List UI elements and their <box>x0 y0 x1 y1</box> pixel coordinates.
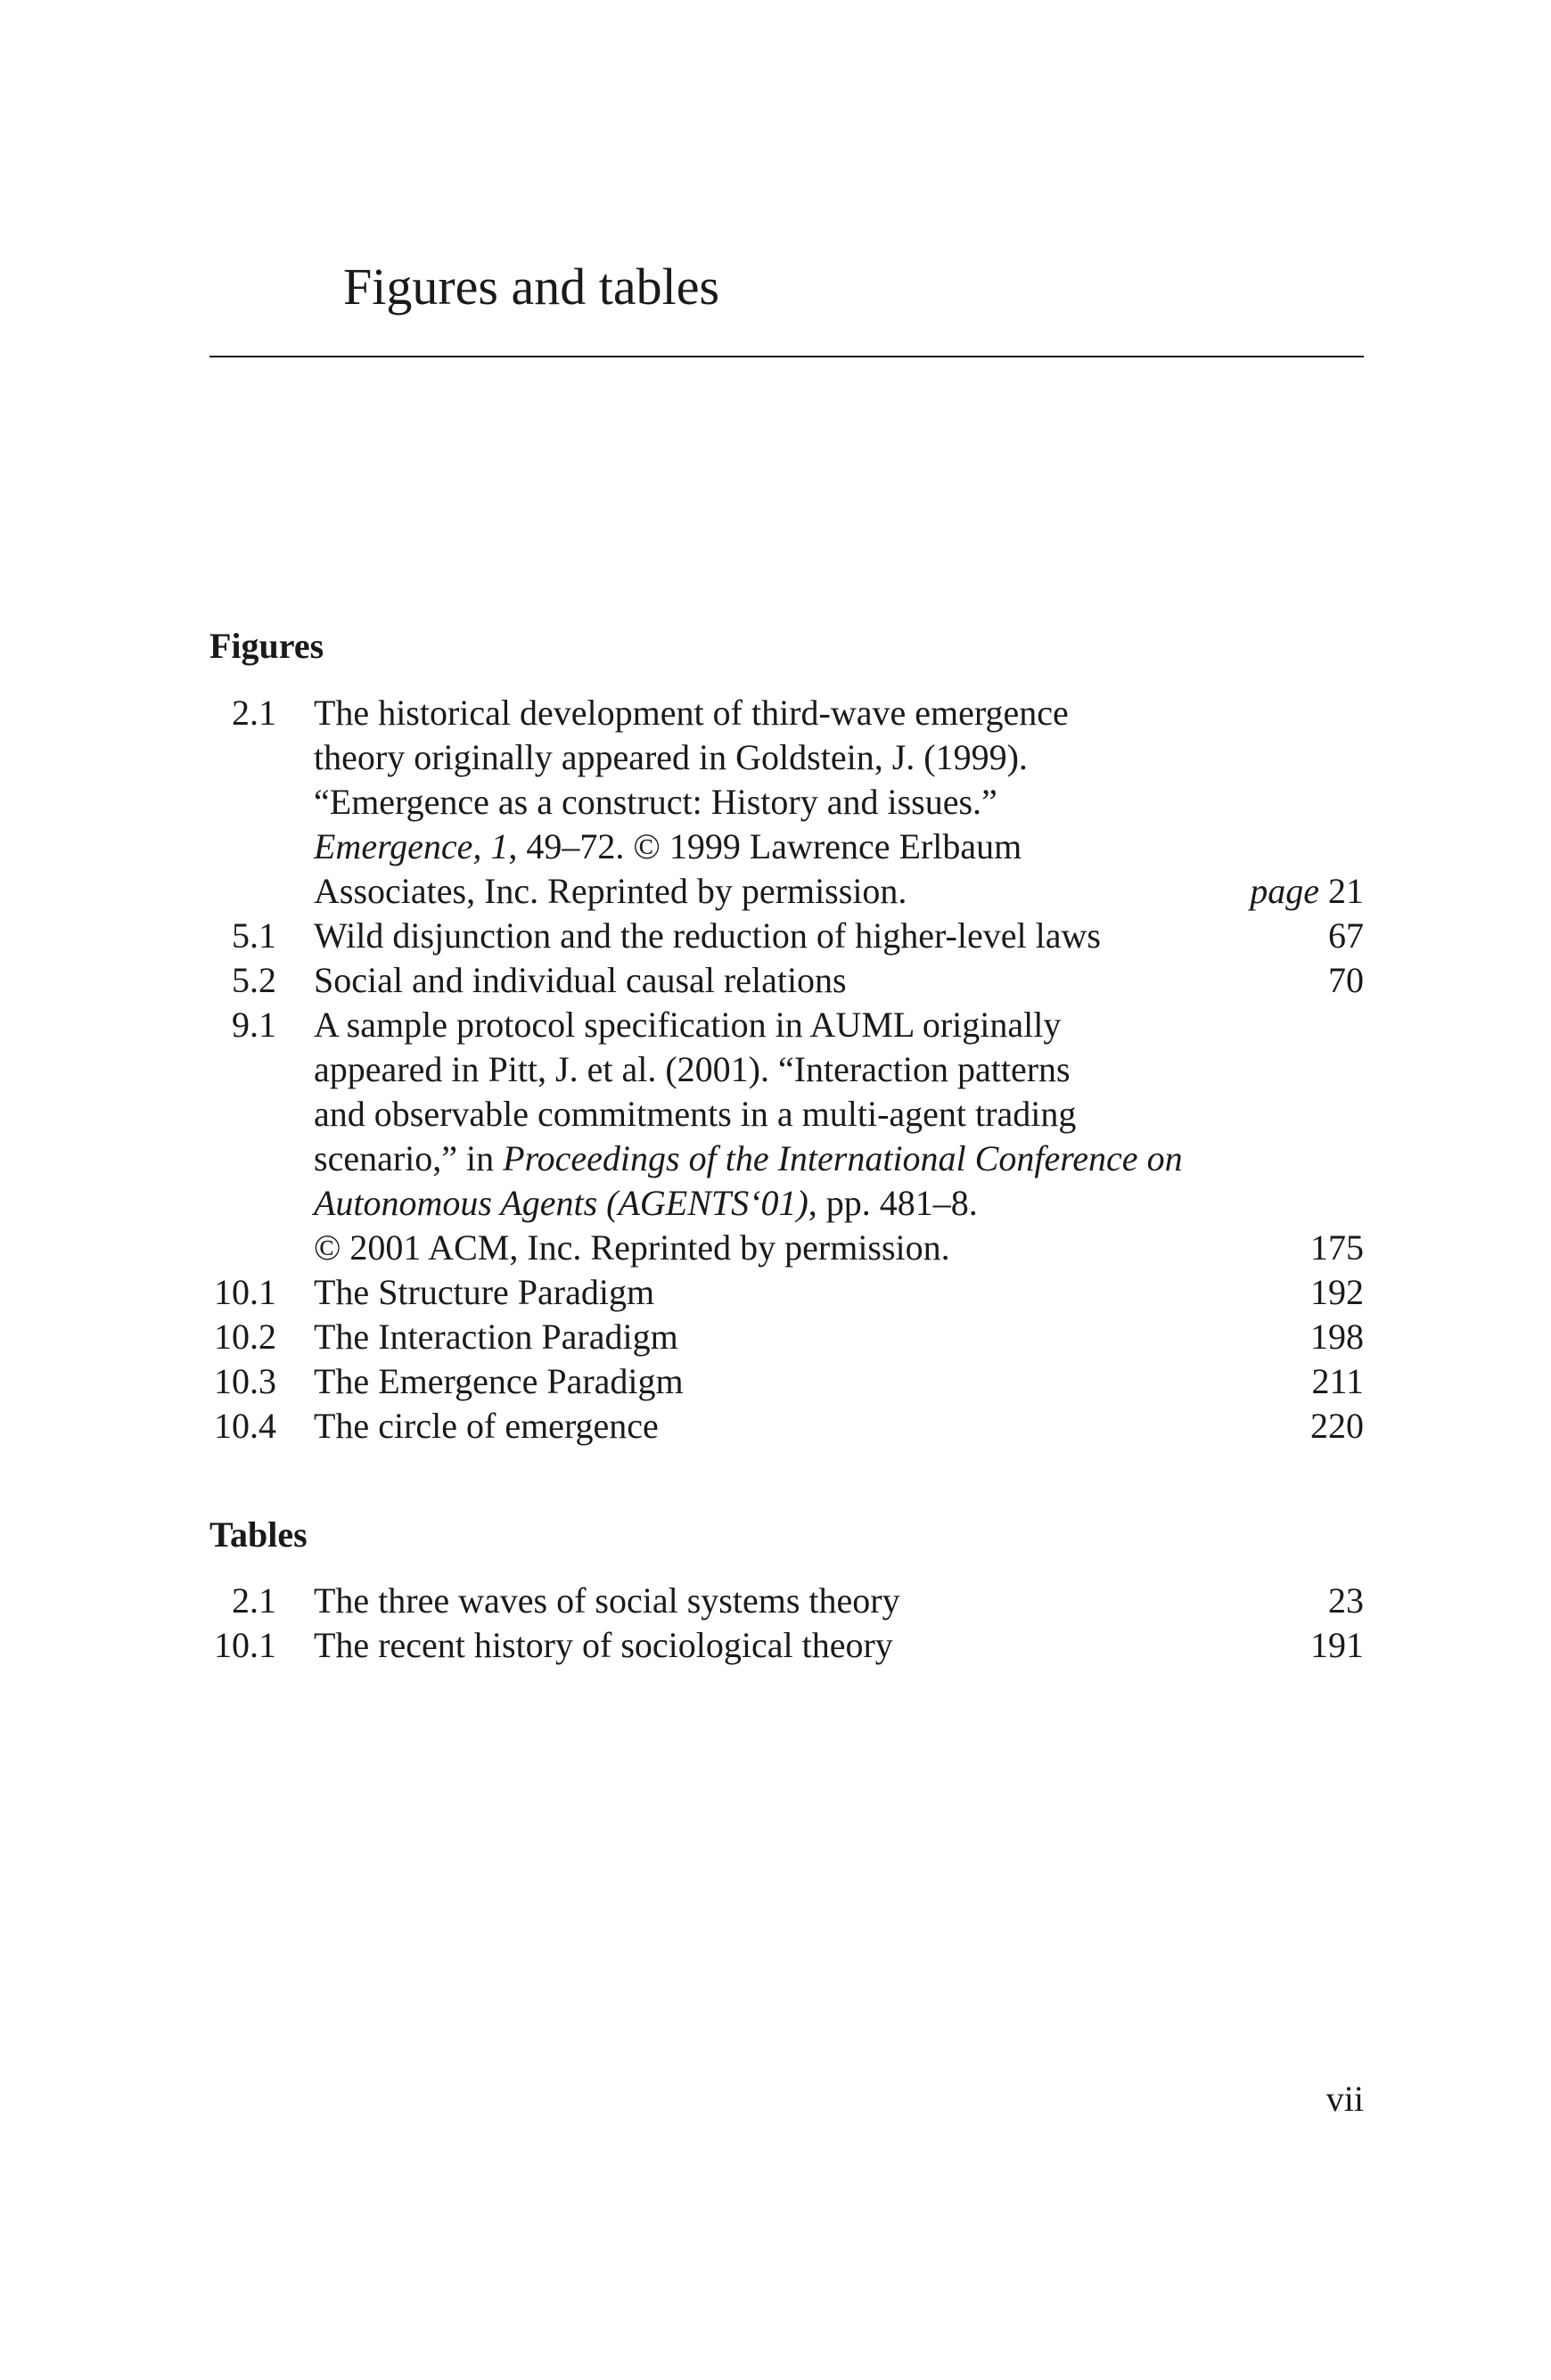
entry-caption <box>314 1404 1232 1449</box>
caption-line: A sample protocol specification in AUML originally <box>314 1005 1062 1045</box>
entry-page: 198 <box>1310 1317 1364 1357</box>
caption-line: © 2001 ACM, Inc. Reprinted by permission. <box>314 1227 950 1268</box>
table-entry-2-1[interactable] <box>0 1579 1551 1623</box>
figure-entry-5-1[interactable] <box>0 914 1551 958</box>
entry-number: 9.1 <box>232 1005 276 1045</box>
entry-page: 211 <box>1311 1361 1364 1401</box>
figures-heading: Figures <box>209 626 324 666</box>
figure-entry-10-2[interactable] <box>0 1315 1551 1359</box>
page-value: 21 <box>1328 871 1364 911</box>
page-number: vii <box>1325 2079 1364 2119</box>
caption-line: The recent history of sociological theory <box>314 1625 893 1665</box>
figure-entry-10-1[interactable] <box>0 1270 1551 1315</box>
entry-number: 10.3 <box>214 1361 276 1401</box>
caption-line: “Emergence as a construct: History and issues.” <box>314 782 997 822</box>
figure-entry-2-1[interactable] <box>0 691 1551 914</box>
table-entry-10-1[interactable] <box>0 1623 1551 1668</box>
caption-line <box>314 1181 1232 1226</box>
proceedings-title: Autonomous Agents (AGENTS‘01) <box>314 1183 808 1223</box>
entry-caption <box>314 1315 1232 1359</box>
proceedings-title: Proceedings of the International Conference on <box>503 1138 1183 1178</box>
entry-page: 70 <box>1328 960 1364 1000</box>
caption-text: , 49–72. © 1999 Lawrence Erlbaum <box>508 826 1022 866</box>
journal-title: Emergence, 1 <box>314 826 509 866</box>
entry-page: 67 <box>1328 915 1364 956</box>
entry-page: 192 <box>1310 1272 1364 1312</box>
caption-line: theory originally appeared in Goldstein, J. (1999). <box>314 737 1028 777</box>
entry-number: 10.1 <box>214 1272 276 1312</box>
caption-line: The three waves of social systems theory <box>314 1580 900 1621</box>
entry-page: 220 <box>1310 1406 1364 1446</box>
entry-caption <box>314 1270 1232 1315</box>
caption-line: appeared in Pitt, J. et al. (2001). “Interaction patterns <box>314 1049 1071 1089</box>
figure-entry-10-3[interactable] <box>0 1359 1551 1404</box>
entry-number: 2.1 <box>232 1580 276 1621</box>
entry-number: 2.1 <box>232 693 276 733</box>
entry-number: 5.1 <box>232 915 276 956</box>
tables-heading: Tables <box>209 1514 308 1555</box>
caption-line: The circle of emergence <box>314 1406 659 1446</box>
entry-caption <box>314 914 1232 958</box>
entry-number: 5.2 <box>232 960 276 1000</box>
entry-page: 23 <box>1328 1580 1364 1621</box>
caption-text: , pp. 481–8. <box>808 1183 978 1223</box>
entry-caption <box>314 1359 1232 1404</box>
caption-line: Wild disjunction and the reduction of higher-level laws <box>314 915 1101 956</box>
title-rule <box>209 356 1364 357</box>
tables-list <box>0 1579 1551 1668</box>
caption-line: The Structure Paradigm <box>314 1272 655 1312</box>
caption-line <box>314 1137 1232 1181</box>
entry-page: 175 <box>1310 1227 1364 1268</box>
entry-number: 10.2 <box>214 1317 276 1357</box>
caption-line <box>314 825 1232 869</box>
figure-entry-10-4[interactable] <box>0 1404 1551 1449</box>
page-prefix: page <box>1250 871 1319 911</box>
entry-page <box>1250 869 1364 914</box>
caption-line: The historical development of third-wave emergence <box>314 693 1069 733</box>
figures-list <box>0 691 1551 1449</box>
page-title: Figures and tables <box>343 258 720 316</box>
caption-line: The Emergence Paradigm <box>314 1361 684 1401</box>
entry-caption <box>314 1623 1232 1668</box>
entry-caption <box>314 1003 1232 1270</box>
figure-entry-9-1[interactable] <box>0 1003 1551 1270</box>
caption-line: and observable commitments in a multi-agent trading <box>314 1094 1077 1134</box>
entry-number: 10.4 <box>214 1406 276 1446</box>
entry-caption <box>314 1579 1232 1623</box>
figure-entry-5-2[interactable] <box>0 958 1551 1003</box>
entry-caption <box>314 691 1232 914</box>
caption-line: The Interaction Paradigm <box>314 1317 678 1357</box>
caption-line: Social and individual causal relations <box>314 960 847 1000</box>
caption-text: scenario,” in <box>314 1138 504 1178</box>
entry-caption <box>314 958 1232 1003</box>
entry-number: 10.1 <box>214 1625 276 1665</box>
entry-page: 191 <box>1310 1625 1364 1665</box>
caption-line: Associates, Inc. Reprinted by permission. <box>314 871 907 911</box>
